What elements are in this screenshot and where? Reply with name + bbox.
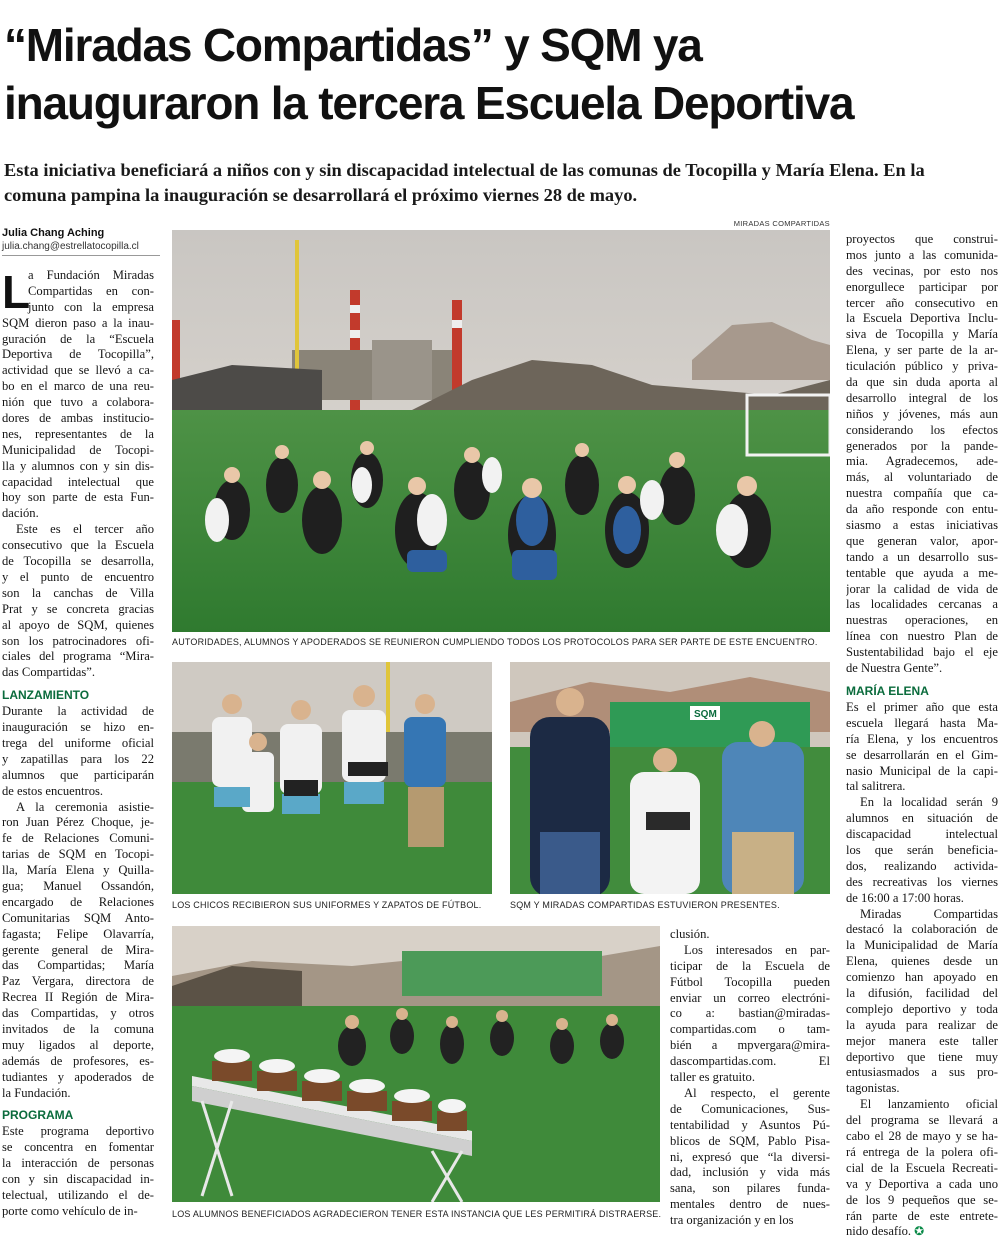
photo-credit: MIRADAS COMPARTIDAS — [733, 219, 830, 228]
text-line: Es el primer año que esta — [846, 699, 998, 714]
text-line: escuela llegará hasta Ma- — [846, 715, 998, 730]
text-line: Miradas Compartidas — [860, 906, 998, 921]
text-line: dad, inclusión y vida más — [670, 1165, 830, 1180]
text-line: mos junto a las comunida- — [846, 247, 998, 262]
text-line: inauguración se hizo en- — [2, 720, 154, 735]
text-line: Los interesados en par- — [684, 942, 830, 957]
text-line: Este es el tercer año — [16, 522, 154, 537]
text-line: Municipalidad de Tocopi- — [2, 442, 154, 457]
text-line: compartidas.com o tam- — [670, 1022, 830, 1037]
subheading-programa: PROGRAMA — [2, 1108, 74, 1123]
group-photo-illustration — [172, 230, 830, 632]
text-line: va y Deportiva a cada uno — [846, 1176, 998, 1191]
text-line: nuestras operaciones, en — [846, 613, 998, 628]
text-line: siva de Tocopilla y María — [846, 327, 998, 342]
text-line: de Nuestra Gente”. — [846, 661, 943, 676]
text-line: des recreativas los viernes — [846, 874, 998, 889]
text-line: ticipar de la Escuela de — [670, 958, 830, 973]
text-line: dación. — [2, 506, 39, 521]
text-line: tal salitrera. — [846, 779, 906, 794]
article-column-1 — [2, 268, 154, 1220]
text-line: enorgullece participar por — [846, 279, 998, 294]
article-column-3 — [670, 927, 830, 1229]
paragraph — [846, 795, 998, 906]
text-line: la interacción de personas — [2, 1156, 154, 1171]
shoes-photo-illustration — [172, 926, 660, 1202]
text-line: los que serán beneficia- — [846, 842, 998, 857]
deck-line-2: comuna pampina la inauguración se desarrollará el próximo viernes 28 de mayo. — [4, 185, 638, 205]
text-line: Compartidas en con- — [28, 283, 154, 298]
text-line: ría Elena, y los encuentros — [846, 731, 998, 746]
paragraph — [846, 232, 998, 677]
first-paragraph — [2, 268, 154, 522]
text-line: blicos de SQM, Pablo Pisa- — [670, 1133, 830, 1148]
text-line: nido desafío. ✪ — [846, 1224, 998, 1236]
paragraph — [2, 1124, 154, 1219]
text-line: ni, expresó que “la diversi- — [670, 1149, 830, 1164]
text-line: rán parte de este entrete- — [846, 1208, 998, 1223]
text-line: de Tocopilla se desarrolla, — [2, 554, 154, 569]
text-line: la difusión, facilidad del — [846, 986, 998, 1001]
caption-main-photo: AUTORIDADES, ALUMNOS Y APODERADOS SE REUNIERON CUMPLIENDO TODOS LOS PROTOCOLOS PARA SER PARTE DE ESTE ENCUENTRO. — [172, 637, 818, 647]
text-line: fagasta; Felipe Olavarría, — [2, 926, 154, 941]
text-line: discapacidad intelectual — [846, 827, 998, 842]
end-mark-icon: ✪ — [911, 1224, 925, 1236]
text-line: telectual, utilizando el de- — [2, 1188, 154, 1203]
text-line: complejo deportivo y toda — [846, 1001, 998, 1016]
text-line: alumnos que participarán — [2, 767, 154, 782]
text-line: dascompartidas.com. El — [670, 1054, 830, 1069]
byline — [2, 226, 162, 253]
text-line: y el punto de encuentro — [2, 569, 154, 584]
article-column-4 — [846, 232, 998, 1236]
text-line: generados por la pande- — [846, 438, 998, 453]
text-line: comienzo han apoyado en — [846, 970, 998, 985]
text-line: ticulación público y priva- — [846, 359, 998, 374]
text-line: que generan valor, apor- — [846, 533, 998, 548]
text-line: nuestra compañía que ca- — [846, 486, 998, 501]
kids-uniforms-photo — [172, 662, 492, 894]
text-line: gua; Manuel Ossandón, — [2, 879, 154, 893]
text-line: tagonistas. — [846, 1081, 900, 1096]
text-line: mia. Agradecemos, ade- — [846, 454, 998, 469]
text-line: deportivo que tiene muy — [846, 1049, 998, 1064]
text-line: de estos encuentros. — [2, 783, 104, 798]
text-line: hoy son parte de esta Fun- — [2, 490, 154, 505]
text-line: muy ligados al deporte, — [2, 1037, 154, 1052]
text-line: ciales del programa “Mira- — [2, 649, 154, 664]
kids-photo-illustration — [172, 662, 492, 894]
text-line: proyectos que construi- — [846, 232, 998, 246]
text-line: nión que tuvo a colabora- — [2, 395, 154, 410]
paragraph — [670, 1086, 830, 1229]
text-line: mejor manera este taller — [846, 1033, 998, 1048]
text-line: las localidades cercanas a — [846, 597, 998, 612]
headline-line-2: inauguraron la tercera Escuela Deportiva — [4, 77, 854, 129]
text-line: jorar la calidad de vida de — [846, 581, 998, 596]
byline-author: Julia Chang Aching — [2, 227, 105, 239]
text-line: co a: bastian@miradas- — [670, 1006, 830, 1021]
text-line: trega del uniforme oficial — [2, 735, 154, 750]
shoes-table-photo — [172, 926, 660, 1202]
text-line: junto con la empresa — [28, 299, 154, 314]
text-line: son los patrocinadores ofi- — [2, 633, 154, 648]
text-line: y zapatillas para los 22 — [2, 751, 154, 766]
text-line: tudiantes y apoderados de — [2, 1069, 154, 1084]
subheading-maria-elena: MARÍA ELENA — [846, 683, 929, 698]
text-line: a Fundación Miradas — [28, 268, 154, 282]
text-line: lla, María Elena y Quilla- — [2, 863, 154, 878]
text-line: lla y alumnos con y sin dis- — [2, 458, 154, 473]
paragraph — [2, 704, 154, 799]
text-line: tentabilidad y Asuntos Pú- — [670, 1117, 830, 1132]
text-line: Recrea II Región de Mira- — [2, 990, 154, 1005]
text-line: Paz Vergara, directora de — [2, 974, 154, 989]
text-line: de 16:00 a 17:00 horas. — [846, 890, 964, 905]
paragraph — [670, 943, 830, 1086]
text-line: niños y jóvenes, más aun — [846, 406, 998, 421]
text-line: Sustentabilidad bajo el eje — [846, 645, 998, 660]
text-line: dos, realizando activida- — [846, 858, 998, 873]
text-line: mentales dentro de nues- — [670, 1197, 830, 1212]
text-line: ron Juan Pérez Choque, je- — [2, 815, 154, 830]
deck-subheadline — [4, 158, 994, 208]
text-line: sana, son pilares funda- — [670, 1181, 830, 1196]
text-line: actividad que se llevó a ca- — [2, 363, 154, 378]
text-line: tentable que ayuda a me- — [846, 565, 998, 580]
text-line: bo en el marco de una reu- — [2, 379, 154, 394]
text-line: la ayuda para realizar de — [846, 1017, 998, 1032]
text-line: En la localidad serán 9 — [860, 795, 998, 810]
text-line: Fútbol Tocopilla pueden — [670, 974, 830, 989]
text-line: dores de ambas institucio- — [2, 411, 154, 426]
text-line: tra organización y en los — [670, 1213, 794, 1228]
paragraph — [846, 1097, 998, 1236]
text-line: siasmo a estas iniciativas — [846, 518, 998, 533]
text-line: nes, representantes de la — [2, 426, 154, 441]
text-line: capacidad intelectual que — [2, 474, 154, 489]
text-line: son la canchas de Villa — [2, 585, 154, 600]
sqm-photo-illustration — [510, 662, 830, 894]
text-line: des vecinas, por esto nos — [846, 263, 998, 278]
text-line: al apoyo de SQM, quienes — [2, 617, 154, 632]
byline-divider — [2, 255, 160, 256]
text-line: nasio Municipal de la capi- — [846, 763, 998, 778]
text-line: porte como vehículo de in- — [2, 1203, 138, 1218]
byline-email[interactable]: julia.chang@estrellatocopilla.cl — [2, 241, 139, 252]
text-line: bién a mpvergara@mira- — [670, 1038, 830, 1053]
text-line: entusiasmados a sus pro- — [846, 1065, 998, 1080]
text-line: la Municipalidad de María — [846, 938, 998, 953]
text-line: línea con nuestro Plan de — [846, 629, 998, 644]
text-line: de Comunicaciones, Sus- — [670, 1101, 830, 1116]
text-line: guración de la “Escuela — [2, 331, 154, 346]
sqm-sign-text: SQM — [694, 709, 717, 720]
text-line: más, al voluntariado de — [846, 470, 998, 485]
paragraph — [2, 800, 154, 1102]
text-line: tando a un desarrollo sus- — [846, 549, 998, 564]
text-line: además de profesores, es- — [2, 1053, 154, 1068]
deck-line-1: Esta iniciativa beneficiará a niños con y sin discapacidad intelectual de las comunas de Tocopilla y María Elena. En la — [4, 160, 925, 180]
paragraph — [846, 700, 998, 795]
text-line: Comunitarias SQM Anto- — [2, 910, 154, 925]
text-line: de los 9 pequeños que se- — [846, 1192, 998, 1207]
sqm-representatives-photo — [510, 662, 830, 894]
text-line: Elena, quienes desde un — [846, 954, 998, 969]
main-group-photo — [172, 230, 830, 632]
text-line: consecutivo que la Escuela — [2, 538, 154, 553]
text-line: la Fundación. — [2, 1085, 71, 1100]
text-line: tarias de SQM en Tocopi- — [2, 847, 154, 862]
text-line: cabo el 28 de mayo y se ha- — [846, 1129, 998, 1144]
text-line: cial de la Escuela Recreati- — [846, 1160, 998, 1175]
caption-kids-photo: LOS CHICOS RECIBIERON SUS UNIFORMES Y ZAPATOS DE FÚTBOL. — [172, 900, 482, 910]
text-line: invitados de la comuna — [2, 1022, 154, 1037]
text-line: del programa se llevará a — [846, 1113, 998, 1128]
text-line: fe de Relaciones Comuni- — [2, 831, 154, 846]
text-line: la Escuela Deportiva Inclu- — [846, 311, 998, 326]
headline-line-1: “Miradas Compartidas” y SQM ya — [4, 19, 702, 71]
paragraph — [670, 927, 830, 943]
paragraph — [846, 907, 998, 1098]
text-line: encargado de Relaciones — [2, 894, 154, 909]
text-line: Elena, y ser parte de la ar- — [846, 343, 998, 358]
drop-cap: L — [2, 266, 31, 318]
text-line: A la ceremonia asistie- — [16, 799, 154, 814]
text-line: destacó la colaboración de — [846, 922, 998, 937]
text-line: das Compartidas”. — [2, 665, 96, 680]
paragraph — [2, 522, 154, 681]
text-line: enviar un correo electróni- — [670, 990, 830, 1005]
caption-sqm-photo: SQM Y MIRADAS COMPARTIDAS ESTUVIERON PRESENTES. — [510, 900, 780, 910]
text-line: considerando los efectos — [846, 422, 998, 437]
text-line: rá entrega de la polera ofi- — [846, 1144, 998, 1159]
text-line: Durante la actividad de — [2, 704, 154, 719]
text-line: El lanzamiento oficial — [860, 1097, 998, 1112]
headline — [4, 16, 994, 132]
text-line: gerente general de Mira- — [2, 942, 154, 957]
text-line: das Compartidas; María — [2, 958, 154, 973]
text-line: desarrollo integral de los — [846, 390, 998, 405]
text-line: con y sin discapacidad in- — [2, 1172, 154, 1187]
text-line: Prat y se concreta gracias — [2, 601, 154, 616]
text-line: se desarrollarán en el Gim- — [846, 747, 998, 762]
text-line: Al respecto, el gerente — [684, 1085, 830, 1100]
text-line: clusión. — [670, 927, 710, 941]
text-line: da año responde con entu- — [846, 502, 998, 517]
subheading-lanzamiento: LANZAMIENTO — [2, 688, 90, 703]
text-line: Deportiva de Tocopilla”, — [2, 347, 154, 362]
text-line: SQM dieron paso a la inau- — [2, 315, 154, 330]
text-line: das Compartidas, y otros — [2, 1006, 154, 1021]
text-line: alumnos en situación de — [846, 811, 998, 826]
text-line: se concentra en fomentar — [2, 1140, 154, 1155]
text-line: taller es gratuito. — [670, 1070, 755, 1085]
caption-shoes-photo: LOS ALUMNOS BENEFICIADOS AGRADECIERON TENER ESTA INSTANCIA QUE LES PERMITIRÁ DISTRAERSE. — [172, 1209, 662, 1219]
text-line: tercer año consecutivo en — [846, 295, 998, 310]
text-line: da que sin duda aporta al — [846, 375, 998, 390]
text-line: Este programa deportivo — [2, 1124, 154, 1139]
